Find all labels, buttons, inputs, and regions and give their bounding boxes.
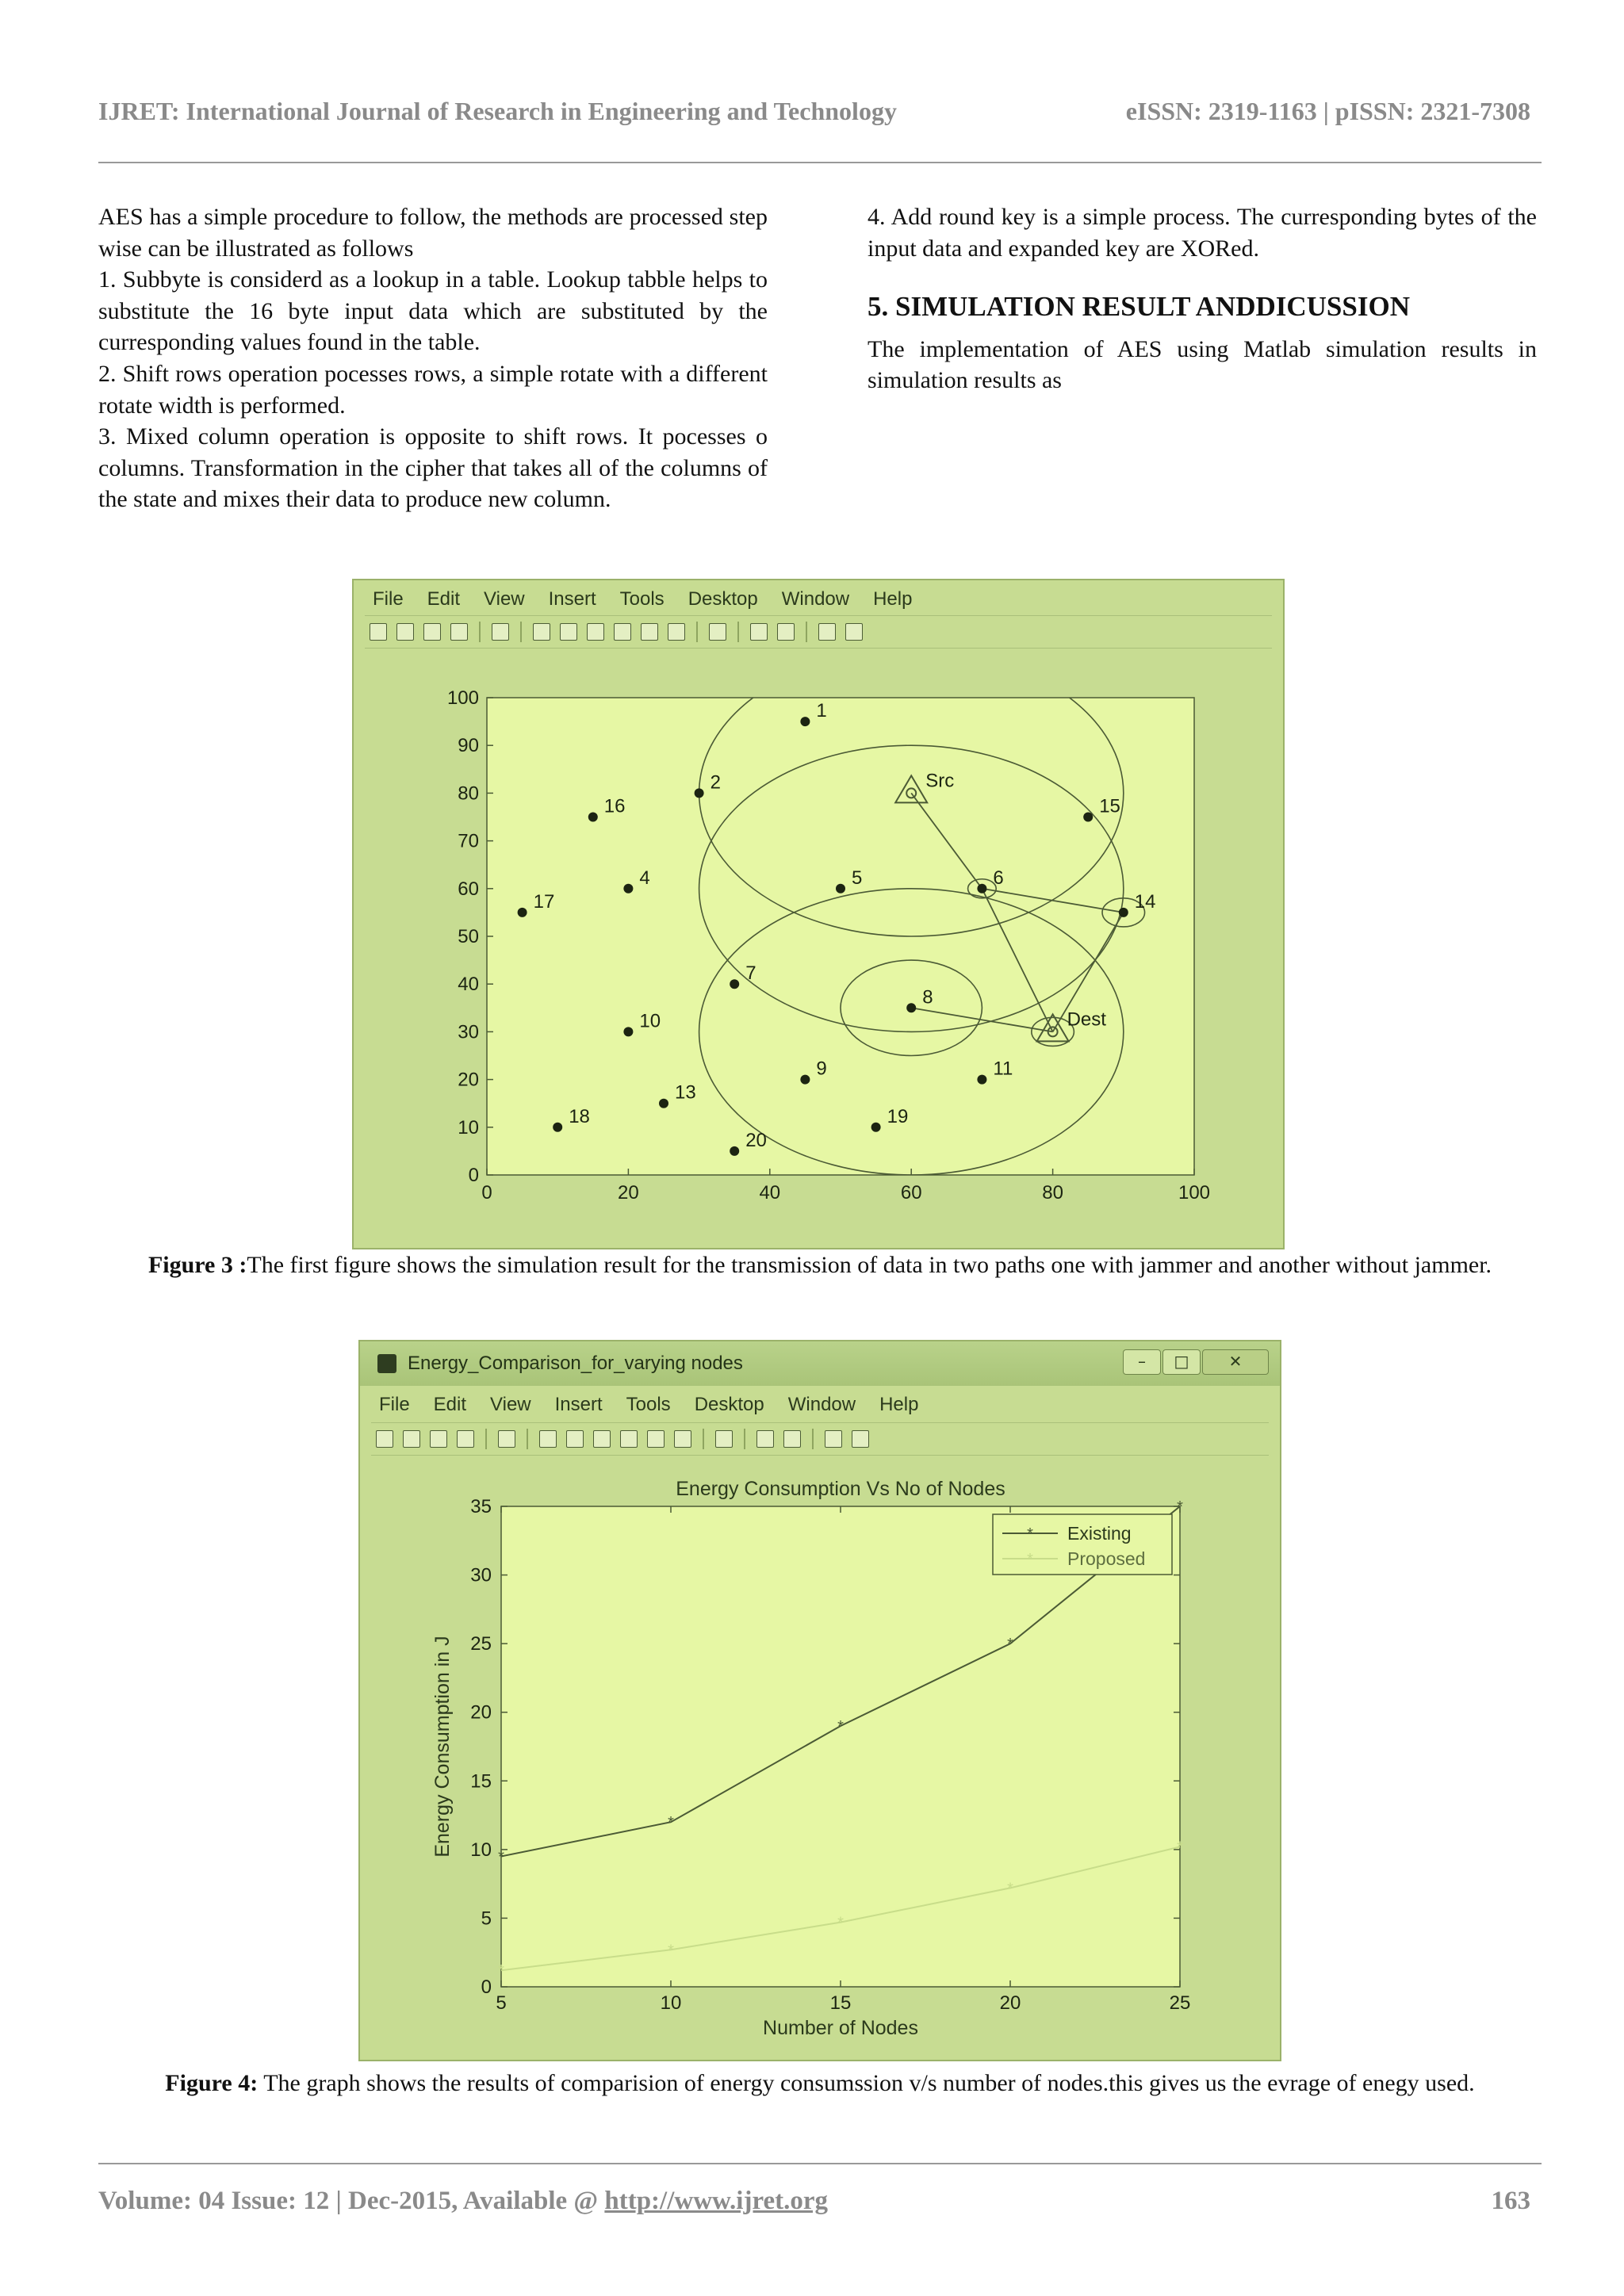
caption-text: The first figure shows the simulation result for the transmission of data in two paths one with jammer and another without jammer. (247, 1252, 1492, 1278)
menu-desktop[interactable]: Desktop (694, 1394, 764, 1415)
y-tick-label: 100 (446, 687, 479, 709)
x-tick-label: 0 (481, 1182, 492, 1203)
plot-area (487, 698, 1194, 1175)
node-point (553, 1123, 562, 1132)
y-tick-label: 15 (470, 1770, 492, 1793)
y-axis-label: Energy Consumption in J (431, 1636, 454, 1858)
special-node-label: Dest (1067, 1008, 1106, 1031)
data-marker: * (837, 1914, 844, 1932)
caption-text: The graph shows the results of comparision of energy consumssion v/s number of nodes.this gives us the evrage of enegy used. (258, 2070, 1475, 2096)
node-label: 9 (816, 1058, 827, 1080)
window-title: Energy_Comparison_for_varying nodes (408, 1353, 743, 1374)
node-point (1083, 813, 1093, 822)
node-label: 7 (745, 962, 756, 985)
node-label: 5 (852, 867, 863, 889)
menu-edit[interactable]: Edit (427, 588, 461, 610)
menu-edit[interactable]: Edit (433, 1394, 467, 1415)
paragraph: 4. Add round key is a simple process. The curresponding bytes of the input data and expanded key are XORed. (868, 204, 1537, 262)
node-label: 18 (569, 1105, 590, 1127)
data-marker: * (668, 1942, 674, 1960)
y-tick-label: 5 (481, 1908, 492, 1930)
legend-marker: * (1027, 1551, 1033, 1568)
x-axis-label: Number of Nodes (763, 2017, 918, 2039)
node-label: 10 (639, 1010, 661, 1032)
left-column (98, 201, 768, 515)
close-icon[interactable]: ✕ (1202, 1349, 1269, 1375)
node-point (836, 884, 845, 894)
volume-text: Volume: 04 Issue: 12 | Dec-2015, Available @ (98, 2187, 605, 2215)
figure4-window (358, 1340, 1281, 2061)
legend-label: Existing (1067, 1523, 1132, 1544)
x-tick-label: 20 (999, 1992, 1021, 2014)
data-marker: * (1177, 1839, 1183, 1857)
node-point (871, 1123, 881, 1132)
node-point (730, 1146, 739, 1156)
node-point (800, 717, 810, 726)
node-point (977, 1075, 986, 1085)
node-point (588, 813, 598, 822)
node-label: 8 (922, 986, 933, 1008)
issn-text: eISSN: 2319-1163 | pISSN: 2321-7308 (1125, 97, 1530, 125)
y-tick-label: 20 (470, 1701, 492, 1724)
data-marker: * (498, 1962, 504, 1980)
x-tick-label: 25 (1169, 1992, 1191, 2014)
node-label: 20 (745, 1129, 767, 1151)
menu-tools[interactable]: Tools (626, 1394, 671, 1415)
node-label: 19 (887, 1105, 909, 1127)
y-tick-label: 40 (458, 974, 479, 996)
figure4-chart (360, 1341, 1280, 2060)
node-point (730, 979, 739, 989)
paragraph: 2. Shift rows operation pocesses rows, a simple rotate with a different rotate width is performed. (98, 360, 768, 419)
data-marker: * (498, 1848, 504, 1866)
node-label: 2 (710, 771, 721, 794)
y-tick-label: 25 (470, 1633, 492, 1655)
x-tick-label: 10 (660, 1992, 682, 2014)
x-tick-label: 80 (1042, 1182, 1063, 1203)
footer-rule (98, 2163, 1542, 2164)
figure3-caption (98, 1249, 1542, 1281)
node-point (659, 1099, 668, 1108)
y-tick-label: 90 (458, 735, 479, 757)
paragraph: 1. Subbyte is considerd as a lookup in a table. Lookup tabble helps to substitute the 16 byte input data which are substituted by the curresponding values found in the table. (98, 266, 768, 356)
special-node-label: Src (925, 770, 955, 792)
y-tick-label: 0 (468, 1165, 479, 1186)
menu-view[interactable]: View (490, 1394, 531, 1415)
caption-label: Figure 4: (165, 2070, 259, 2096)
x-tick-label: 20 (618, 1182, 639, 1203)
node-label: 1 (816, 700, 827, 722)
y-tick-label: 35 (470, 1496, 492, 1517)
menu-help[interactable]: Help (879, 1394, 919, 1415)
menu-insert[interactable]: Insert (548, 588, 596, 610)
x-tick-label: 15 (829, 1992, 852, 2014)
y-tick-label: 30 (470, 1564, 492, 1586)
node-point (977, 884, 986, 894)
figure3-chart (354, 580, 1283, 1248)
node-point (695, 788, 704, 798)
paragraph: 3. Mixed column operation is opposite to shift rows. It pocesses o columns. Transformation in the cipher that takes all of the columns of the state and mixes their data to produce new column. (98, 423, 768, 513)
node-point (906, 1003, 916, 1012)
menu-desktop[interactable]: Desktop (688, 588, 758, 610)
data-marker: * (668, 1814, 674, 1832)
node-point (518, 908, 527, 917)
journal-link[interactable]: http://www.ijret.org (604, 2187, 829, 2215)
x-tick-label: 60 (900, 1182, 922, 1203)
chart-title: Energy Consumption Vs No of Nodes (676, 1478, 1005, 1500)
menu-view[interactable]: View (484, 588, 525, 610)
minimize-icon[interactable]: – (1123, 1349, 1161, 1375)
legend-marker: * (1027, 1525, 1033, 1543)
caption-label: Figure 3 : (147, 1252, 247, 1278)
data-marker: * (1007, 1880, 1013, 1898)
paragraph: AES has a simple procedure to follow, the methods are processed step wise can be illustrated as follows (98, 204, 768, 262)
right-column (868, 201, 1537, 396)
node-label: 13 (675, 1081, 696, 1104)
figure3-window (352, 579, 1285, 1249)
menu-tools[interactable]: Tools (619, 588, 665, 610)
node-label: 14 (1134, 890, 1156, 913)
node-label: 4 (639, 867, 650, 889)
x-tick-label: 100 (1178, 1182, 1211, 1203)
y-tick-label: 20 (458, 1069, 479, 1091)
node-point (800, 1075, 810, 1085)
menu-insert[interactable]: Insert (554, 1394, 603, 1415)
data-marker: * (1007, 1636, 1013, 1654)
node-point (1119, 908, 1128, 917)
section-heading: 5. SIMULATION RESULT ANDDICUSSION (868, 291, 1410, 323)
legend-label: Proposed (1067, 1548, 1146, 1569)
y-tick-label: 60 (458, 878, 479, 900)
x-tick-label: 5 (496, 1992, 507, 2014)
header-rule (98, 162, 1542, 163)
maximize-icon[interactable]: □ (1162, 1349, 1201, 1375)
node-label: 6 (993, 867, 1004, 889)
page-number: 163 (1491, 2187, 1530, 2215)
node-point (623, 1027, 633, 1036)
node-label: 17 (533, 890, 555, 913)
y-tick-label: 70 (458, 830, 479, 852)
y-tick-label: 80 (458, 783, 479, 805)
x-tick-label: 40 (759, 1182, 781, 1203)
y-tick-label: 10 (470, 1839, 492, 1861)
data-marker: * (837, 1718, 844, 1736)
y-tick-label: 50 (458, 926, 479, 947)
menu-file[interactable]: File (373, 588, 404, 610)
y-tick-label: 0 (481, 1976, 492, 1998)
node-label: 15 (1099, 795, 1120, 817)
footer-volume (98, 2187, 828, 2216)
data-marker: * (1177, 1498, 1183, 1516)
y-tick-label: 10 (458, 1116, 479, 1138)
y-tick-label: 30 (458, 1021, 479, 1043)
node-label: 11 (993, 1058, 1013, 1080)
node-point (623, 884, 633, 894)
figure4-caption (98, 2068, 1542, 2099)
menu-window[interactable]: Window (781, 588, 850, 610)
menu-file[interactable]: File (379, 1394, 410, 1415)
journal-title: IJRET: International Journal of Research in Engineering and Technology (98, 97, 897, 125)
menu-window[interactable]: Window (787, 1394, 856, 1415)
node-label: 16 (603, 795, 626, 817)
paragraph: The implementation of AES using Matlab simulation results in simulation results as (868, 335, 1537, 394)
menu-help[interactable]: Help (873, 588, 913, 610)
